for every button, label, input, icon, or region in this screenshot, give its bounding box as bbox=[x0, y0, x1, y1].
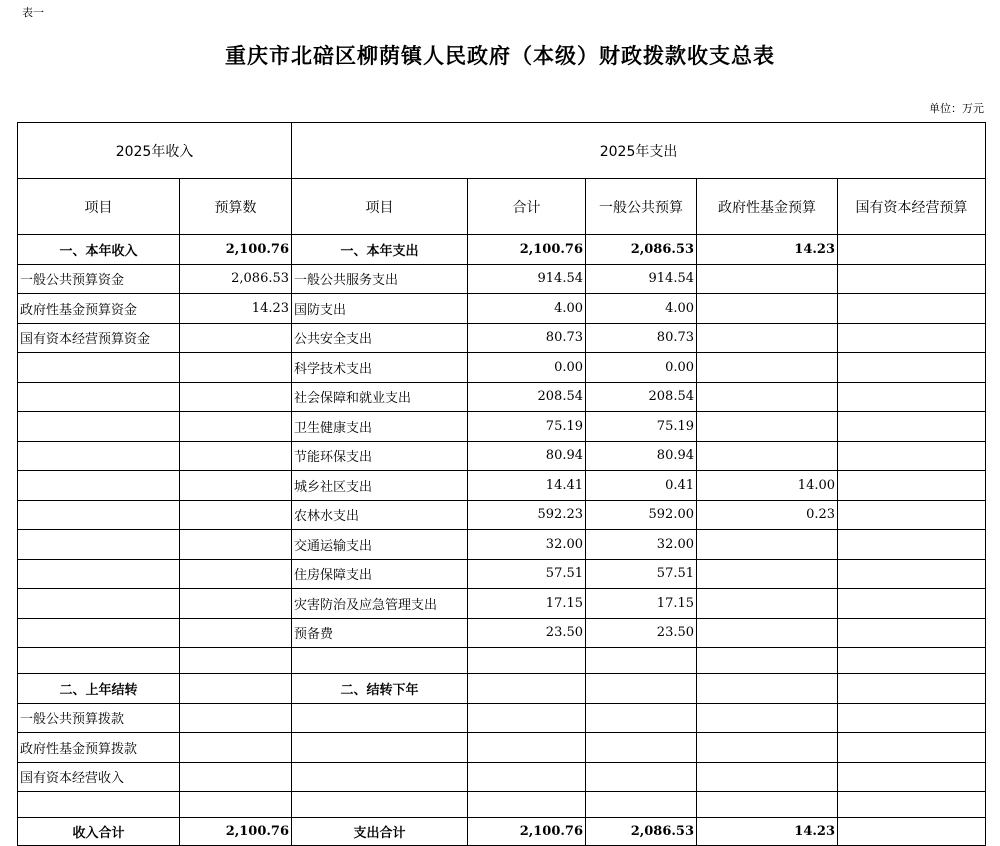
income-value bbox=[180, 471, 292, 501]
expense-general: 0.41 bbox=[586, 471, 697, 501]
income-item bbox=[18, 530, 180, 560]
expense-general: 914.54 bbox=[586, 264, 697, 294]
expense-item: 灾害防治及应急管理支出 bbox=[292, 589, 468, 619]
expense-state bbox=[838, 412, 986, 442]
spacer-row bbox=[18, 792, 986, 818]
expense-total: 592.23 bbox=[468, 500, 586, 530]
expense-fund bbox=[697, 382, 838, 412]
expense-section1-fund: 14.23 bbox=[697, 235, 838, 265]
expense-item: 国防支出 bbox=[292, 294, 468, 324]
expense-fund bbox=[697, 618, 838, 648]
expense-total-fund: 14.23 bbox=[697, 818, 838, 846]
spacer-row bbox=[18, 648, 986, 674]
expense-total: 57.51 bbox=[468, 559, 586, 589]
expense-section1-general: 2,086.53 bbox=[586, 235, 697, 265]
income-value bbox=[180, 323, 292, 353]
section1-row bbox=[18, 235, 986, 265]
expense-state bbox=[838, 471, 986, 501]
income-section1-value: 2,100.76 bbox=[180, 235, 292, 265]
expense-total: 80.73 bbox=[468, 323, 586, 353]
income-section1-label: 一、本年收入 bbox=[18, 235, 180, 265]
income-item bbox=[18, 559, 180, 589]
expense-state bbox=[838, 530, 986, 560]
expense-state bbox=[838, 618, 986, 648]
expense-fund bbox=[697, 589, 838, 619]
income-group-header: 2025年收入 bbox=[18, 123, 292, 179]
income-value bbox=[180, 412, 292, 442]
table-row bbox=[18, 353, 986, 383]
table-number-tag: 表一 bbox=[22, 6, 44, 19]
expense-state bbox=[838, 500, 986, 530]
table-row bbox=[18, 733, 986, 763]
table-row bbox=[18, 264, 986, 294]
expense-section1-total: 2,100.76 bbox=[468, 235, 586, 265]
col-header-expense-item: 项目 bbox=[292, 179, 468, 235]
expense-general: 80.73 bbox=[586, 323, 697, 353]
expense-item: 住房保障支出 bbox=[292, 559, 468, 589]
income-value bbox=[180, 589, 292, 619]
expense-total-total: 2,100.76 bbox=[468, 818, 586, 846]
income-section2-label: 二、上年结转 bbox=[18, 674, 180, 704]
col-header-income-item: 项目 bbox=[18, 179, 180, 235]
col-header-fund: 政府性基金预算 bbox=[697, 179, 838, 235]
expense-general: 23.50 bbox=[586, 618, 697, 648]
table-row bbox=[18, 323, 986, 353]
income-item bbox=[18, 589, 180, 619]
income-value bbox=[180, 500, 292, 530]
col-header-budget: 预算数 bbox=[180, 179, 292, 235]
expense-state bbox=[838, 441, 986, 471]
income-item bbox=[18, 441, 180, 471]
expense-item: 科学技术支出 bbox=[292, 353, 468, 383]
section2-row bbox=[18, 674, 986, 704]
table-row bbox=[18, 412, 986, 442]
budget-table bbox=[17, 122, 986, 846]
table-row bbox=[18, 559, 986, 589]
unit-label: 单位：万元 bbox=[929, 102, 984, 115]
expense-total: 914.54 bbox=[468, 264, 586, 294]
expense-general: 0.00 bbox=[586, 353, 697, 383]
table-row bbox=[18, 703, 986, 733]
table-row bbox=[18, 294, 986, 324]
expense-item: 城乡社区支出 bbox=[292, 471, 468, 501]
income-value bbox=[180, 559, 292, 589]
expense-fund: 0.23 bbox=[697, 500, 838, 530]
income-item bbox=[18, 353, 180, 383]
carryover-item: 政府性基金预算拨款 bbox=[18, 733, 180, 763]
carryover-item: 一般公共预算拨款 bbox=[18, 703, 180, 733]
expense-general: 57.51 bbox=[586, 559, 697, 589]
col-header-general: 一般公共预算 bbox=[586, 179, 697, 235]
income-item bbox=[18, 471, 180, 501]
expense-total: 4.00 bbox=[468, 294, 586, 324]
income-value bbox=[180, 353, 292, 383]
expense-state bbox=[838, 559, 986, 589]
income-item bbox=[18, 500, 180, 530]
expense-fund bbox=[697, 441, 838, 471]
table-row bbox=[18, 618, 986, 648]
expense-item: 农林水支出 bbox=[292, 500, 468, 530]
income-item bbox=[18, 618, 180, 648]
table-row bbox=[18, 471, 986, 501]
income-item: 政府性基金预算资金 bbox=[18, 294, 180, 324]
expense-state bbox=[838, 353, 986, 383]
income-item bbox=[18, 382, 180, 412]
income-item: 国有资本经营预算资金 bbox=[18, 323, 180, 353]
income-value bbox=[180, 618, 292, 648]
expense-general: 4.00 bbox=[586, 294, 697, 324]
group-header-row bbox=[18, 123, 986, 179]
expense-total: 23.50 bbox=[468, 618, 586, 648]
income-value bbox=[180, 530, 292, 560]
income-value bbox=[180, 441, 292, 471]
expense-fund: 14.00 bbox=[697, 471, 838, 501]
expense-total: 0.00 bbox=[468, 353, 586, 383]
expense-item: 交通运输支出 bbox=[292, 530, 468, 560]
expense-total: 32.00 bbox=[468, 530, 586, 560]
expense-general: 32.00 bbox=[586, 530, 697, 560]
expense-general: 17.15 bbox=[586, 589, 697, 619]
expense-item: 节能环保支出 bbox=[292, 441, 468, 471]
expense-state bbox=[838, 382, 986, 412]
expense-total: 17.15 bbox=[468, 589, 586, 619]
table-row bbox=[18, 500, 986, 530]
expense-fund bbox=[697, 559, 838, 589]
expense-state bbox=[838, 294, 986, 324]
expense-item: 卫生健康支出 bbox=[292, 412, 468, 442]
expense-total-label: 支出合计 bbox=[292, 818, 468, 846]
income-value: 2,086.53 bbox=[180, 264, 292, 294]
expense-section1-state bbox=[838, 235, 986, 265]
expense-fund bbox=[697, 353, 838, 383]
expense-section2-label: 二、结转下年 bbox=[292, 674, 468, 704]
table-row bbox=[18, 530, 986, 560]
income-total-label: 收入合计 bbox=[18, 818, 180, 846]
expense-state bbox=[838, 264, 986, 294]
col-header-state: 国有资本经营预算 bbox=[838, 179, 986, 235]
expense-section1-label: 一、本年支出 bbox=[292, 235, 468, 265]
table-row bbox=[18, 589, 986, 619]
income-value bbox=[180, 382, 292, 412]
table-row bbox=[18, 382, 986, 412]
income-value: 14.23 bbox=[180, 294, 292, 324]
expense-item: 公共安全支出 bbox=[292, 323, 468, 353]
expense-fund bbox=[697, 264, 838, 294]
expense-item: 社会保障和就业支出 bbox=[292, 382, 468, 412]
column-header-row bbox=[18, 179, 986, 235]
expense-general: 80.94 bbox=[586, 441, 697, 471]
expense-item: 一般公共服务支出 bbox=[292, 264, 468, 294]
income-item bbox=[18, 412, 180, 442]
expense-total: 14.41 bbox=[468, 471, 586, 501]
table-row bbox=[18, 441, 986, 471]
expense-fund bbox=[697, 323, 838, 353]
expense-fund bbox=[697, 412, 838, 442]
expense-state bbox=[838, 589, 986, 619]
carryover-item: 国有资本经营收入 bbox=[18, 762, 180, 792]
expense-fund bbox=[697, 530, 838, 560]
table-row bbox=[18, 762, 986, 792]
expense-group-header: 2025年支出 bbox=[292, 123, 986, 179]
expense-fund bbox=[697, 294, 838, 324]
expense-total-general: 2,086.53 bbox=[586, 818, 697, 846]
totals-row bbox=[18, 818, 986, 846]
expense-item: 预备费 bbox=[292, 618, 468, 648]
expense-total: 208.54 bbox=[468, 382, 586, 412]
expense-general: 592.00 bbox=[586, 500, 697, 530]
income-item: 一般公共预算资金 bbox=[18, 264, 180, 294]
expense-general: 75.19 bbox=[586, 412, 697, 442]
expense-total: 75.19 bbox=[468, 412, 586, 442]
col-header-total: 合计 bbox=[468, 179, 586, 235]
expense-general: 208.54 bbox=[586, 382, 697, 412]
income-total-value: 2,100.76 bbox=[180, 818, 292, 846]
expense-state bbox=[838, 323, 986, 353]
page-title: 重庆市北碚区柳荫镇人民政府（本级）财政拨款收支总表 bbox=[225, 43, 775, 68]
expense-total: 80.94 bbox=[468, 441, 586, 471]
